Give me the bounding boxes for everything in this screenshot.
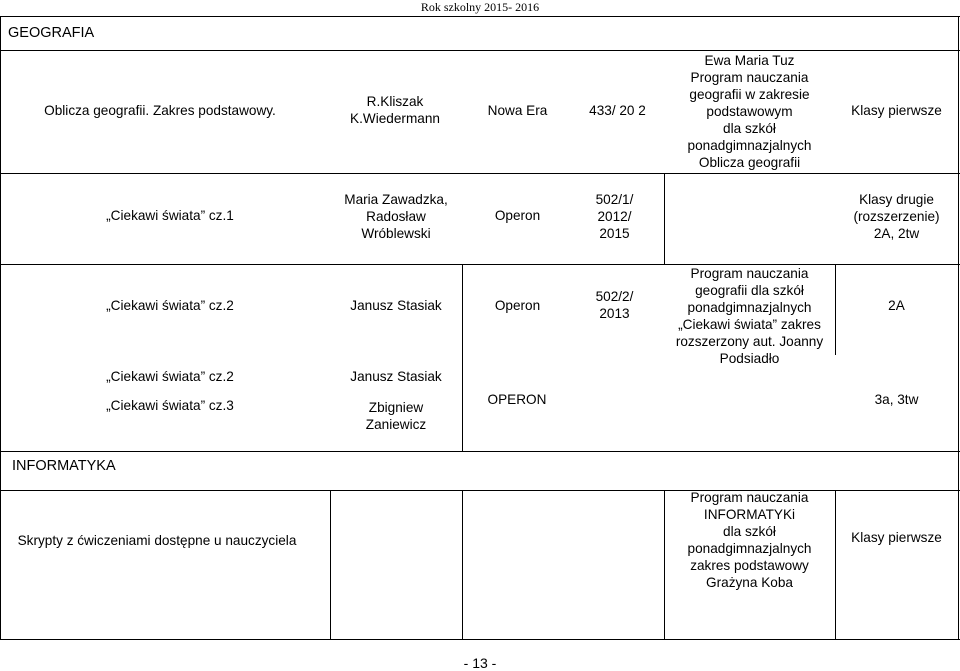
- curriculum-program: Ewa Maria Tuz Program nauczania geografii w zakresie podstawowym dla szkół ponadgimnazjalnych Oblicza geografii: [687, 53, 812, 170]
- table-border: [0, 451, 960, 452]
- table-border: [664, 173, 665, 264]
- table-border: [462, 490, 463, 639]
- curriculum-program: Program nauczania INFORMATYKi dla szkół ponadgimnazjalnych zakres podstawowy Grażyna Koba: [687, 490, 812, 590]
- classes: Klasy drugie (rozszerzenie) 2A, 2tw: [853, 191, 940, 241]
- table-border: [958, 16, 959, 639]
- book-title: „Ciekawi świata” cz.1: [106, 207, 234, 223]
- section-title-geografia: GEOGRAFIA: [8, 25, 95, 41]
- table-border: [462, 264, 463, 451]
- page-number: - 13 -: [463, 655, 497, 671]
- classes: 3a, 3tw: [874, 391, 919, 407]
- book-title: „Ciekawi świata” cz.2: [106, 368, 234, 384]
- publisher: Operon: [494, 207, 541, 223]
- book-authors: Janusz Stasiak: [350, 368, 442, 384]
- approval-number: 433/ 20 2: [589, 102, 646, 118]
- approval-number: 502/1/ 2012/ 2015: [595, 191, 634, 241]
- publisher: OPERON: [487, 391, 547, 407]
- table-border: [0, 173, 960, 174]
- book-title: „Ciekawi świata” cz.2: [106, 297, 234, 313]
- approval-number: 502/2/ 2013: [595, 289, 634, 321]
- classes: Klasy pierwsze: [851, 102, 942, 118]
- book-authors: Zbigniew Zaniewicz: [365, 400, 427, 432]
- classes: Klasy pierwsze: [851, 529, 942, 545]
- table-border: [0, 639, 960, 640]
- book-authors: Janusz Stasiak: [350, 297, 442, 313]
- curriculum-program: Program nauczania geografii dla szkół ponadgimnazjalnych „Ciekawi świata” zakres rozszerzony aut. Joanny Podsiadło: [675, 265, 824, 366]
- book-title: Oblicza geografii. Zakres podstawowy.: [44, 102, 276, 118]
- publisher: Operon: [494, 297, 541, 313]
- book-title: Skrypty z ćwiczeniami dostępne u nauczyciela: [17, 532, 297, 548]
- school-year-header: Rok szkolny 2015- 2016: [420, 0, 540, 14]
- table-border: [835, 490, 836, 639]
- classes: 2A: [888, 297, 905, 313]
- table-border: [0, 16, 960, 17]
- table-border: [330, 490, 331, 639]
- book-authors: R.Kliszak K.Wiedermann: [350, 94, 440, 126]
- book-title: „Ciekawi świata” cz.3: [106, 397, 234, 413]
- publisher: Nowa Era: [487, 102, 548, 118]
- section-title-informatyka: INFORMATYKA: [12, 458, 116, 474]
- book-authors: Maria Zawadzka, Radosław Wróblewski: [344, 191, 448, 241]
